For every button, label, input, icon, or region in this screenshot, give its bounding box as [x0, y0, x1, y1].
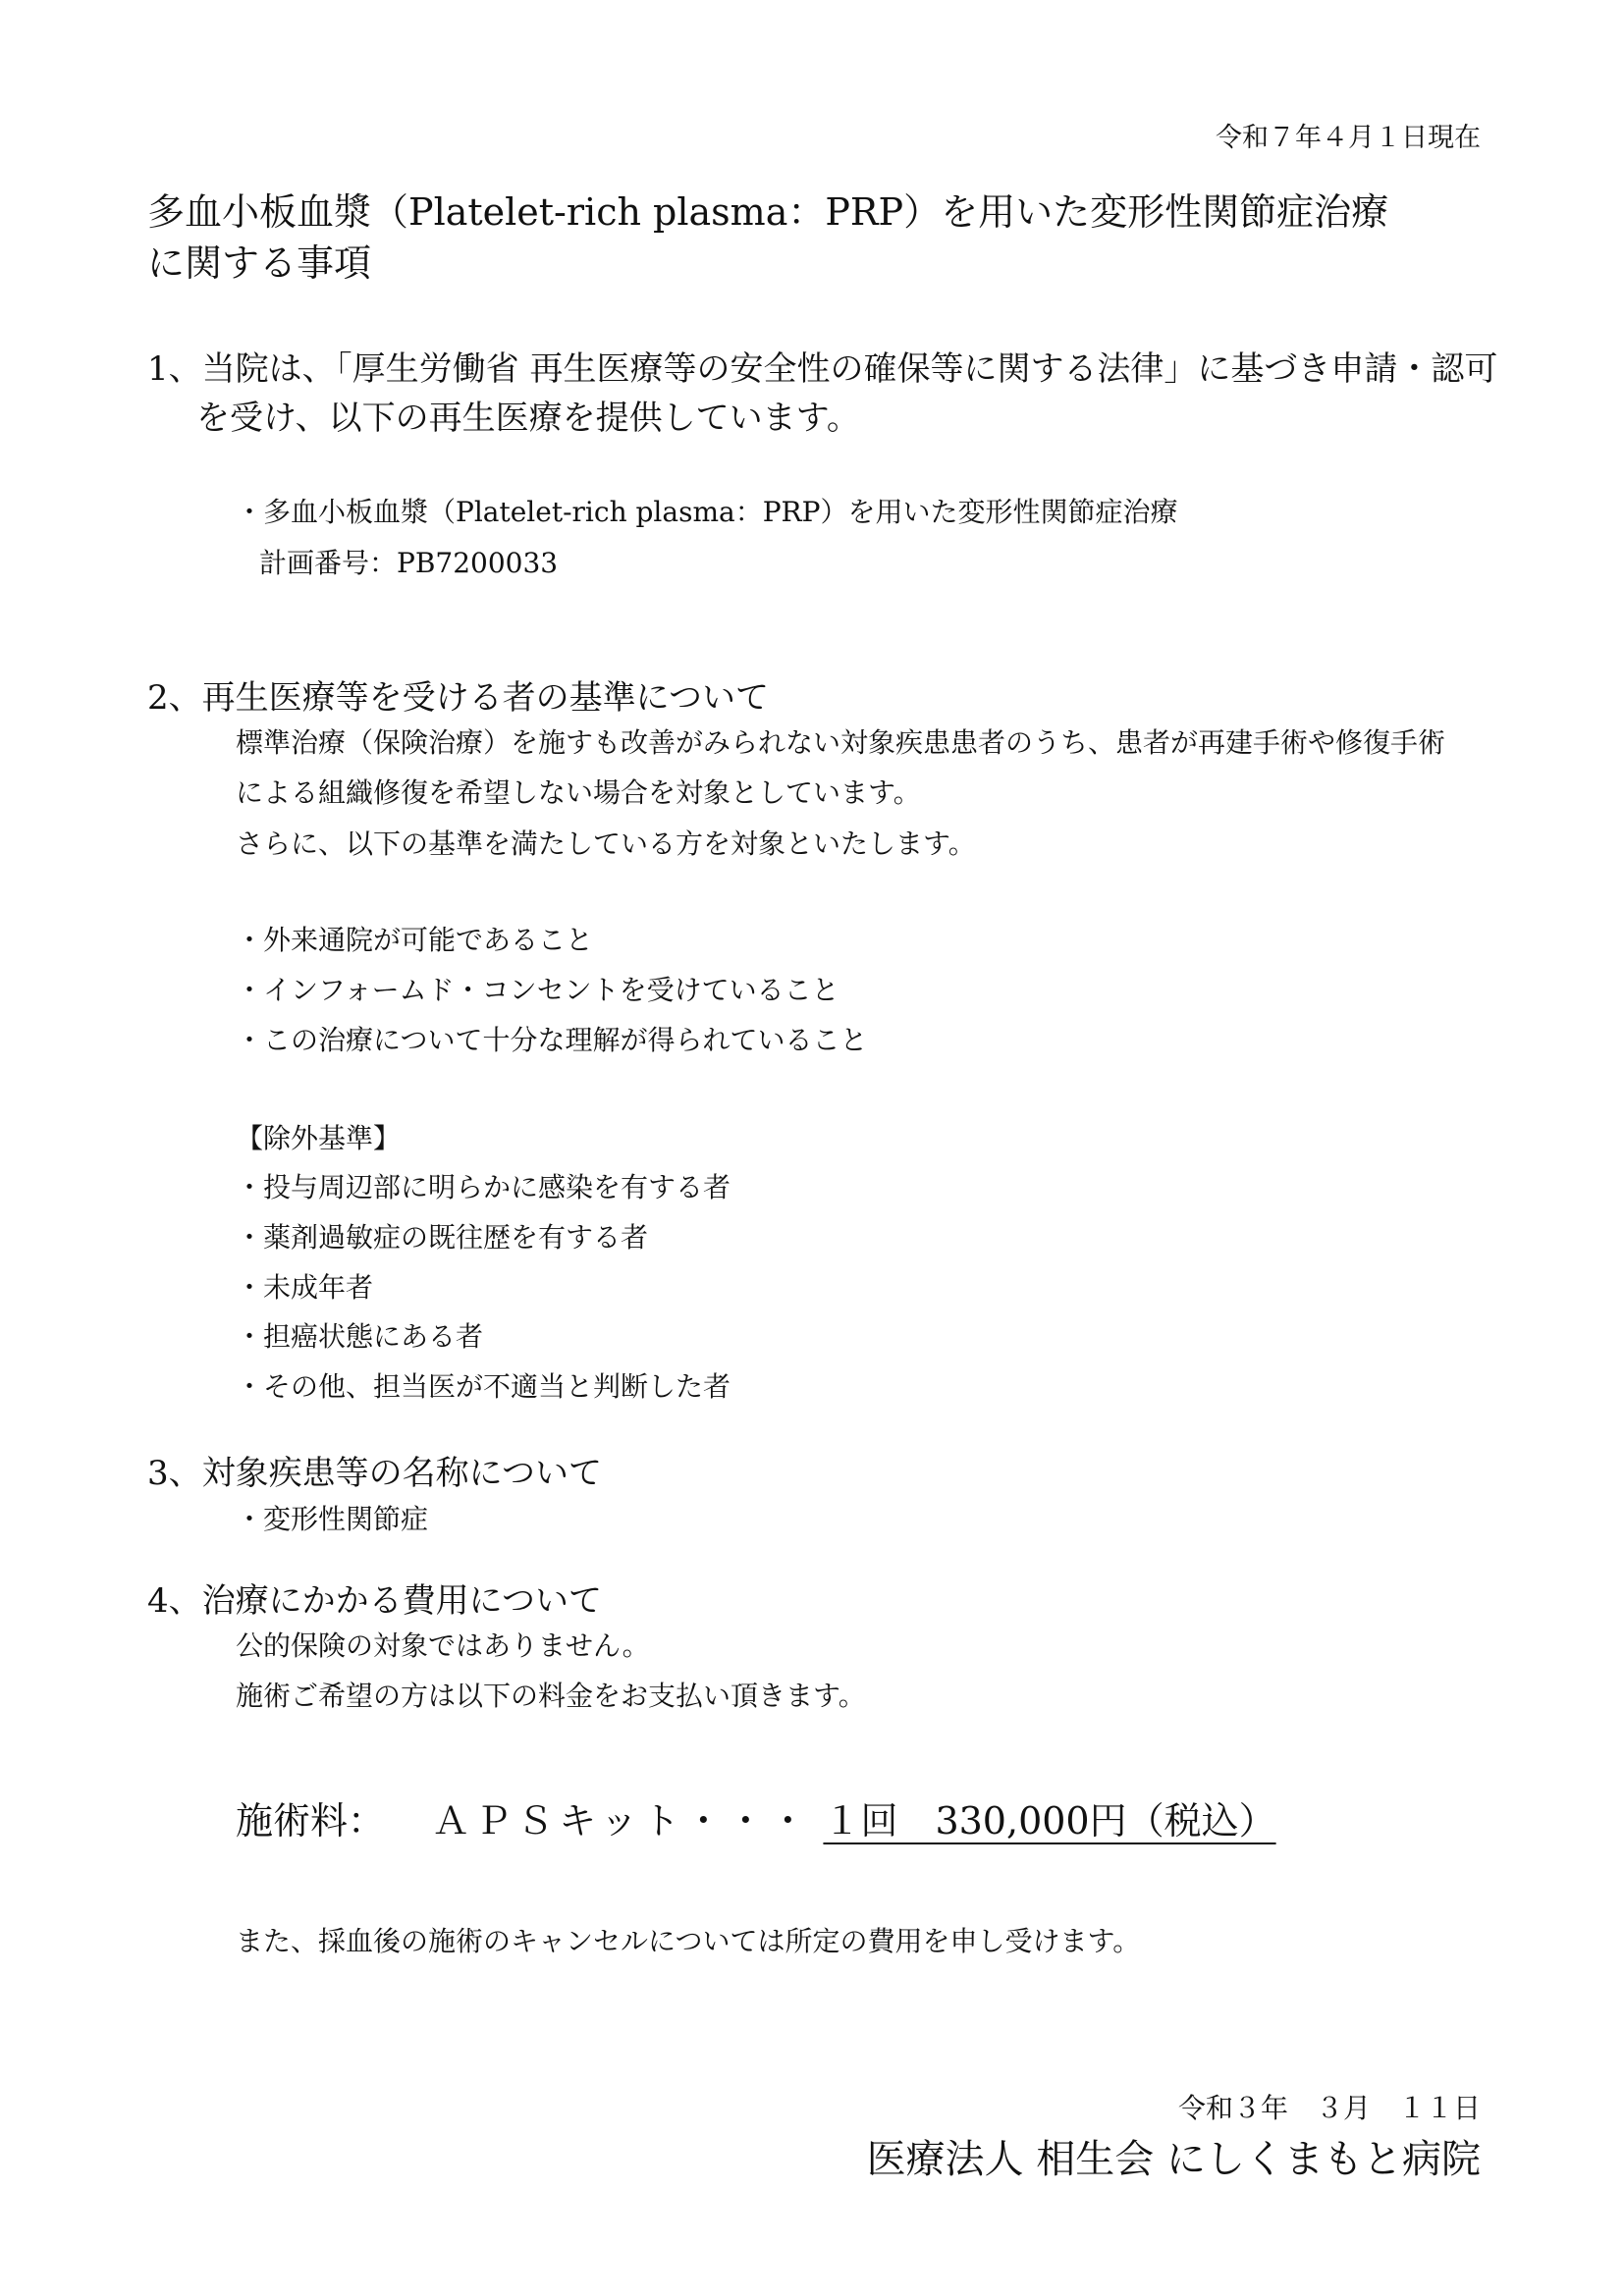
fee-row — [236, 1790, 1276, 1844]
section4-paragraph: 公的保険の対象ではありません。 — [236, 1629, 650, 1662]
fee-item: ＡＰＳキット・・・ — [432, 1799, 812, 1842]
cancellation-note: また、採血後の施術のキャンセルについては所定の費用を申し受けます。 — [236, 1925, 1141, 1957]
section1-text-line1: 1、当院は、「厚生労働省 再生医療等の安全性の確保等に関する法律」に基づき申請・認可 — [147, 349, 1498, 389]
therapy-name: ・多血小板血漿（Platelet-rich plasma：PRP）を用いた変形性関節症治療 — [236, 496, 1178, 528]
status-date: 令和７年４月１日現在 — [1216, 123, 1481, 153]
exclusion-criterion: ・担癌状態にある者 — [236, 1320, 484, 1353]
document-title-line1: 多血小板血漿（Platelet-rich plasma：PRP）を用いた変形性関節症治療 — [147, 190, 1389, 234]
exclusion-criterion: ・投与周辺部に明らかに感染を有する者 — [236, 1171, 731, 1203]
section1-text-line2: を受け、以下の再生医療を提供しています。 — [196, 399, 860, 438]
fee-price: １回 330,000円（税込） — [823, 1799, 1276, 1842]
fee-label: 施術料： — [236, 1799, 386, 1842]
plan-number: 計画番号：PB7200033 — [259, 547, 559, 579]
section2-heading: 2、再生医療等を受ける者の基準について — [147, 678, 769, 718]
section2-paragraph: さらに、以下の基準を満たしている方を対象といたします。 — [236, 828, 976, 860]
section2-paragraph: による組織修復を希望しない場合を対象としています。 — [236, 776, 921, 809]
signature-date: 令和３年 ３月 １１日 — [1177, 2092, 1481, 2124]
section3-heading: 3、対象疾患等の名称について — [147, 1454, 602, 1493]
document-title — [147, 187, 1424, 289]
exclusion-criterion: ・薬剤過敏症の既往歴を有する者 — [236, 1221, 649, 1254]
inclusion-criterion: ・インフォームド・コンセントを受けていること — [236, 974, 839, 1006]
hospital-name: 医療法人 相生会 にしくまもと病院 — [866, 2137, 1481, 2182]
exclusion-criterion: ・その他、担当医が不適当と判断した者 — [236, 1370, 731, 1403]
document-title-line2: に関する事項 — [147, 241, 372, 285]
section4-heading: 4、治療にかかる費用について — [147, 1581, 602, 1621]
exclusion-heading: 【除外基準】 — [236, 1122, 402, 1154]
inclusion-criterion: ・この治療について十分な理解が得られていること — [236, 1024, 868, 1056]
section2-paragraph: 標準治療（保険治療）を施すも改善がみられない対象疾患患者のうち、患者が再建手術や修復手術 — [236, 726, 1446, 759]
exclusion-criterion: ・未成年者 — [236, 1271, 374, 1304]
section4-paragraph: 施術ご希望の方は以下の料金をお支払い頂きます。 — [236, 1680, 866, 1712]
inclusion-criterion: ・外来通院が可能であること — [236, 924, 594, 956]
target-disease: ・変形性関節症 — [236, 1503, 429, 1535]
